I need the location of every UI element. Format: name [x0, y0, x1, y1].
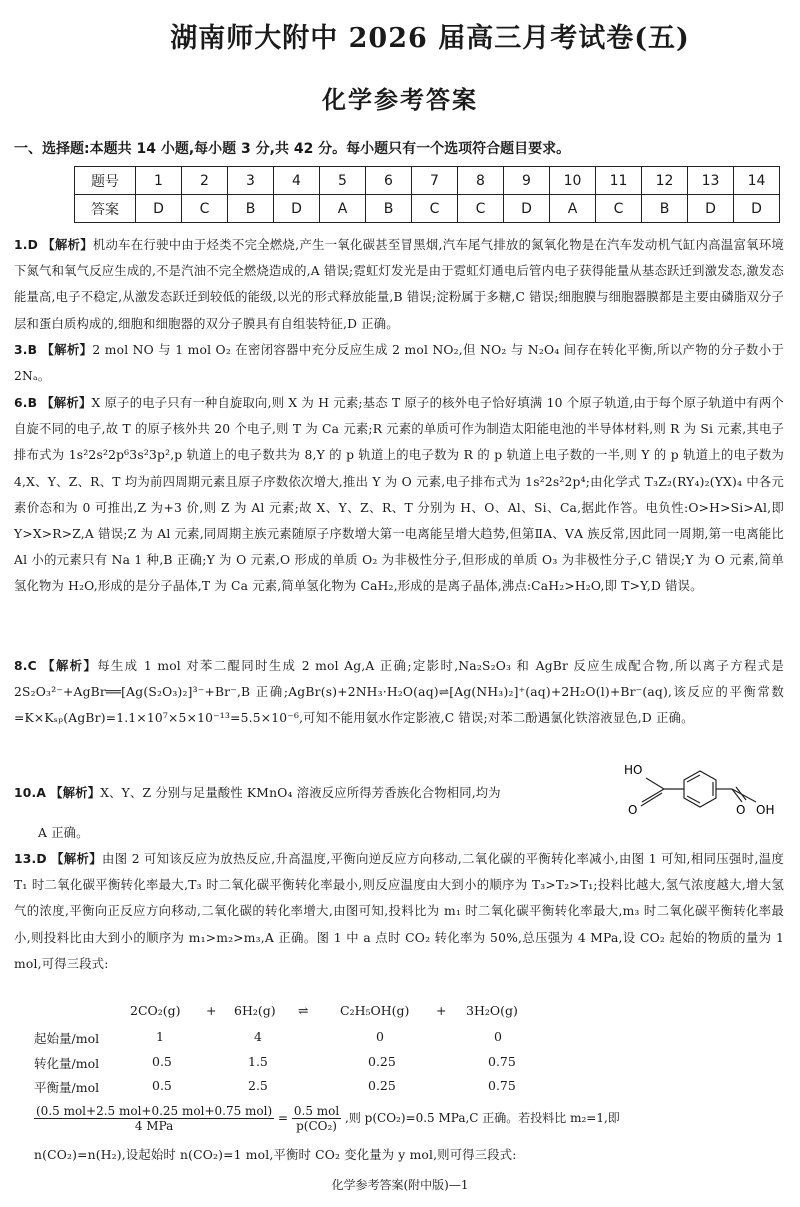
- fraction-2: [292, 1104, 341, 1133]
- explanation-text: 机动车在行驶中由于烃类不完全燃烧,产生一氧化碳甚至冒黑烟,汽车尾气排放的氮氧化物是在汽车发动机气缸内高温富氧环境下氮气和氧气反应生成的,不是汽油不完全燃烧造成的,A 错误;霓虹灯发光是由于霓虹灯通电后管内电子获得能量从基态跃迁到激发态,激发态能量高,电子不稳定,从激发态跃迁到较低的能级,以光的形式释放能量,B 错误;淀粉属于多糖,C 错误;细胞膜与细胞器膜都是主要由磷脂双分子层和蛋白质构成的,细胞和细胞器的双分子膜具有自组装特征,D 正确。: [14, 238, 784, 331]
- eq-term: 2CO₂(g): [130, 1003, 181, 1018]
- question-label: 6.B: [14, 396, 38, 410]
- table-cell: D: [734, 195, 780, 223]
- row-label: 平衡量/mol: [34, 1080, 100, 1095]
- formula-tail: ,则 p(CO₂)=0.5 MPa,C 正确。若投料比 m₂=1,即: [345, 1111, 620, 1125]
- row-value: 1: [156, 1029, 164, 1044]
- section-heading: 一、选择题:本题共 14 小题,每小题 3 分,共 42 分。每小题只有一个选项符合题目要求。: [14, 141, 571, 157]
- table-cell: 5: [320, 167, 366, 195]
- explanation-text: X 原子的电子只有一种自旋取向,则 X 为 H 元素;基态 T 原子的核外电子恰好填满 10 个原子轨道,由于每个原子轨道中有两个自旋不同的电子,故 T 的原子核外共 20 个电子,则 T 为 Ca 元素;R 元素的单质可作为制造太阳能电池的半导体材料,则 R 为 Si 元素,其电子排布式为 1s²2s²2p⁶3s²3p²,p 轨道上的电子数共为 8,Y 的 p 轨道上的电子数为 R 的 p 轨道上电子数的一半,则 Y 的 p 轨道上的电子数为 4,X、Y、Z、R、T 均为前四周期元素且原子序数依次增大,推出 Y 为 O 元素,电子排布式为 1s²2s²2p⁴;由化学式 T₃Z₂(RY₄)₂(YX)₄ 中各元素价态和为 0 可推出,Z 为+3 价,则 Z 为 Al 元素;故 X、Y、Z、R、T 分别为 H、O、Al、Si、Ca,据此作答。电负性:O>H>Si>Al,即 Y>X>R>Z,A 错误;Z 为 Al 元素,同周期主族元素随原子序数增大第一电离能呈增大趋势,但第ⅡA、ⅤA 族反常,因此同一周期,第一电离能比 Al 小的元素只有 Na 1 种,B 正确;Y 为 O 元素,O 形成的单质 O₂ 为非极性分子,但形成的单质 O₃ 为非极性分子,C 错误;Y 为 O 元素,简单氢化物为 H₂O,形成的是分子晶体,T 为 Ca 元素,简单氢化物为 CaH₂,形成的是离子晶体,沸点:CaH₂>H₂O,即 T>Y,D 错误。: [14, 396, 784, 594]
- eq-term: +: [206, 1003, 217, 1018]
- analysis-tag: 【解析】: [50, 786, 101, 800]
- table-row-numbers: [75, 167, 780, 195]
- fraction-denominator: 4 MPa: [134, 1119, 174, 1133]
- explanation-q3: [14, 337, 784, 389]
- explanation-text: 由图 2 可知该反应为放热反应,升高温度,平衡向逆反应方向移动,二氧化碳的平衡转化率减小,由图 1 可知,相同压强时,温度 T₁ 时二氧化碳平衡转化率最大,T₃ 时二氧化碳平衡转化率最小,则反应温度由大到小的顺序为 T₃>T₂>T₁;投料比越大,氢气浓度越大,增大氢气的浓度,平衡向正反应方向移动,二氧化碳的转化率增大,由图可知,投料比为 m₁ 时二氧化碳平衡转化率最大,m₃ 时二氧化碳平衡转化率最小,则投料比由大到小的顺序为 m₁>m₂>m₃,A 正确。图 1 中 a 点时 CO₂ 转化率为 50%,总压强为 4 MPa,设 CO₂ 起始的物质的量为 1 mol,可得三段式:: [14, 852, 784, 971]
- table-cell: 14: [734, 167, 780, 195]
- table-cell: A: [320, 195, 366, 223]
- question-label: 1.D: [14, 238, 39, 252]
- explanation-q8: [14, 653, 784, 732]
- row-label-answer: 答案: [75, 195, 136, 223]
- table-cell: 8: [458, 167, 504, 195]
- terephthalic-acid-structure: [620, 760, 780, 820]
- oh-left-label: HO: [624, 763, 643, 777]
- table-cell: B: [642, 195, 688, 223]
- row-value: 0.5: [152, 1078, 172, 1093]
- eq-term: 3H₂O(g): [466, 1003, 518, 1018]
- row-value: 1.5: [248, 1054, 268, 1069]
- analysis-tag: 【解析】: [42, 238, 93, 252]
- row-value: 2.5: [248, 1078, 268, 1093]
- explanation-next-line: n(CO₂)=n(H₂),设起始时 n(CO₂)=1 mol,平衡时 CO₂ 变化量为 y mol,则可得三段式:: [34, 1148, 517, 1162]
- table-cell: C: [458, 195, 504, 223]
- table-cell: 13: [688, 167, 734, 195]
- table-cell: 3: [228, 167, 274, 195]
- analysis-tag: 【解析】: [41, 343, 93, 357]
- analysis-tag: 【解析】: [42, 659, 98, 673]
- eq-term: ⇌: [298, 1003, 309, 1018]
- row-value: 4: [254, 1029, 262, 1044]
- table-cell: C: [596, 195, 642, 223]
- page-footer: 化学参考答案(附中版)—1: [331, 1178, 469, 1192]
- table-cell: 4: [274, 167, 320, 195]
- explanation-q13: [14, 846, 784, 977]
- eq-term: 6H₂(g): [234, 1003, 276, 1018]
- o-left-label: O: [628, 803, 638, 817]
- table-cell: D: [274, 195, 320, 223]
- equals-sign: =: [277, 1111, 289, 1125]
- row-value: 0.75: [488, 1054, 516, 1069]
- row-value: 0: [376, 1029, 384, 1044]
- table-cell: 11: [596, 167, 642, 195]
- explanation-text: X、Y、Z 分别与足量酸性 KMnO₄ 溶液反应所得芳香族化合物相同,均为: [100, 786, 501, 800]
- fraction-denominator: p(CO₂): [296, 1119, 337, 1133]
- question-label: 10.A: [14, 786, 47, 800]
- row-value: 0: [494, 1029, 502, 1044]
- table-cell: B: [366, 195, 412, 223]
- table-cell: 6: [366, 167, 412, 195]
- fraction-numerator: 0.5 mol: [293, 1104, 340, 1118]
- table-cell: 10: [550, 167, 596, 195]
- table-cell: D: [504, 195, 550, 223]
- benzene-ring-icon: [641, 771, 756, 807]
- explanation-q10: [14, 780, 614, 806]
- o-right-label: O: [736, 803, 746, 817]
- table-row-answers: [75, 195, 780, 223]
- row-value: 0.25: [368, 1054, 396, 1069]
- question-label: 8.C: [14, 659, 37, 673]
- table-cell: C: [412, 195, 458, 223]
- table-cell: C: [182, 195, 228, 223]
- table-cell: A: [550, 195, 596, 223]
- table-cell: 2: [182, 167, 228, 195]
- explanation-text: 每生成 1 mol 对苯二醌同时生成 2 mol Ag,A 正确;定影时,Na₂S₂O₃ 和 AgBr 反应生成配合物,所以离子方程式是 2S₂O₃²⁻+AgBr══[Ag(S₂O₃)₂]³⁻+Br⁻,B 正确;AgBr(s)+2NH₃·H₂O(aq)⇌[Ag(NH₃)₂]⁺(aq)+2H₂O(l)+Br⁻(aq),该反应的平衡常数=K×Kₛₚ(AgBr)=1.1×10⁷×5×10⁻¹³=5.5×10⁻⁶,可知不能用氨水作定影液,C 错误;对苯二酚遇氯化铁溶液显色,D 正确。: [14, 659, 784, 726]
- fraction-numerator: (0.5 mol+2.5 mol+0.25 mol+0.75 mol): [36, 1104, 273, 1118]
- table-cell: 7: [412, 167, 458, 195]
- question-label: 3.B: [14, 343, 38, 357]
- table-cell: D: [688, 195, 734, 223]
- row-label: 起始量/mol: [34, 1031, 100, 1046]
- row-value: 0.25: [368, 1078, 396, 1093]
- explanation-q6: [14, 390, 784, 600]
- analysis-tag: 【解析】: [51, 852, 102, 866]
- eq-term: C₂H₅OH(g): [340, 1003, 410, 1018]
- table-cell: D: [136, 195, 182, 223]
- page-subtitle: 化学参考答案: [322, 85, 478, 114]
- oh-right-label: OH: [756, 803, 775, 817]
- fraction-1: [34, 1104, 274, 1133]
- table-cell: B: [228, 195, 274, 223]
- row-label: 转化量/mol: [34, 1056, 100, 1071]
- table-cell: 12: [642, 167, 688, 195]
- page-title: 湖南师大附中 2026 届高三月考试卷(五): [170, 23, 690, 54]
- row-value: 0.75: [488, 1078, 516, 1093]
- eq-term: +: [436, 1003, 447, 1018]
- explanation-q1: [14, 232, 784, 337]
- pressure-ratio-formula: [34, 1104, 620, 1133]
- table-cell: 9: [504, 167, 550, 195]
- explanation-q10-cont: A 正确。: [38, 826, 89, 840]
- question-label: 13.D: [14, 852, 47, 866]
- row-value: 0.5: [152, 1054, 172, 1069]
- explanation-text: 2 mol NO 与 1 mol O₂ 在密闭容器中充分反应生成 2 mol NO₂,但 NO₂ 与 N₂O₄ 间存在转化平衡,所以产物的分子数小于 2Nₐ。: [14, 343, 784, 384]
- row-label-number: 题号: [75, 167, 136, 195]
- table-cell: 1: [136, 167, 182, 195]
- answer-table: [74, 166, 780, 223]
- analysis-tag: 【解析】: [41, 396, 92, 410]
